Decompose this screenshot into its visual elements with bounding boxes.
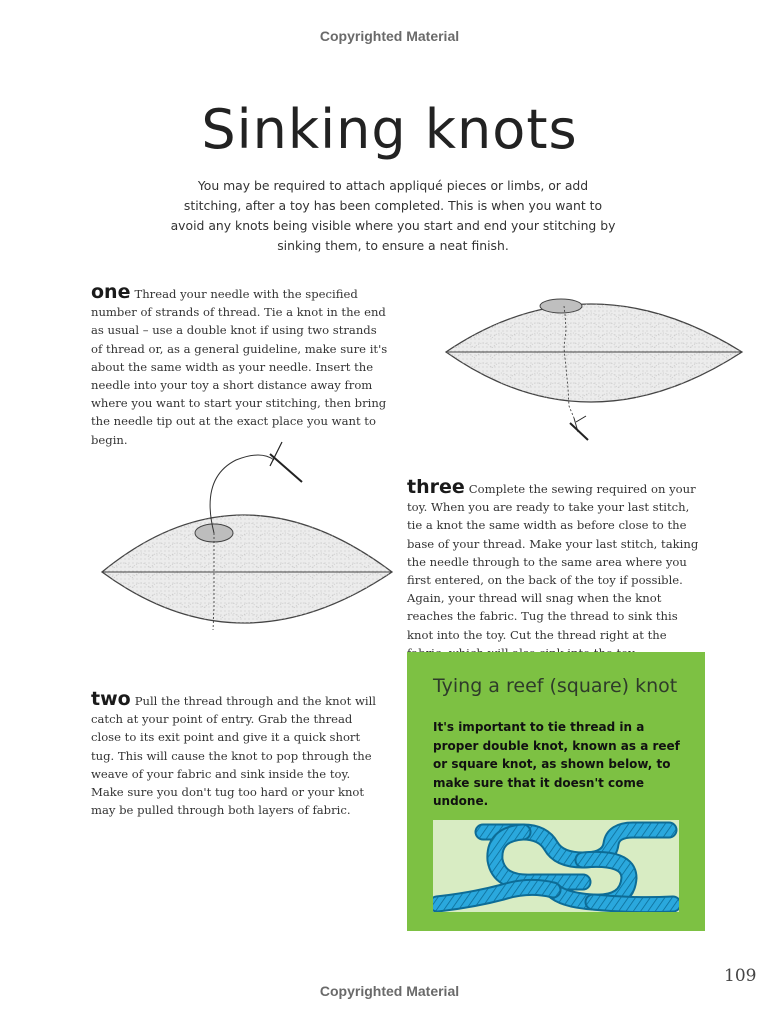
step-three-label: three — [407, 476, 465, 498]
knot-illustration — [433, 820, 679, 912]
sidebar-title: Tying a reef (square) knot — [433, 675, 678, 697]
step-three-text: Complete the sewing required on your toy. When you are ready to take your last stitch, tie a knot the same width as before close to the base of your thread. Make your last stitch, taking the needle through to the same area where you first entered, on the back of the toy if possible. Again, your thread will snag when the knot reaches the fabric. Tug the thread to sink this knot into the toy. Cut the thread right at the — [407, 482, 699, 642]
toy-illustration-two — [96, 438, 402, 638]
intro-paragraph: You may be required to attach appliqué pieces or limbs, or add stitching, after a toy has been completed. This is when you want to avoid any knots being visible where you start and end your stitching by sinking them, to ensure a neat finish. — [170, 178, 616, 253]
step-two-label: two — [91, 688, 131, 710]
needle-icon — [570, 416, 588, 440]
page-title: Sinking knots — [201, 98, 578, 161]
step-three — [407, 478, 707, 662]
step-two — [91, 690, 385, 819]
sidebar-text: It's important to tie thread in a proper double knot, known as a reef or square knot, as shown below, to make sure that it doesn't come undone. — [433, 720, 680, 808]
watermark-top: Copyrighted Material — [319, 28, 460, 44]
needle-icon — [270, 442, 302, 482]
step-one-label: one — [91, 281, 131, 303]
step-two-text: Pull the thread through and the knot will catch at your point of entry. Grab the thread close to its exit point and give it a quick short tug. This will cause the knot to pop through the weave of your fabric and sink inside the toy. Make sure you don't tug too hard or your knot may be pulled through both layers of fabric. — [91, 694, 377, 818]
step-one-text: Thread your needle with the specified number of strands of thread. Tie a knot in the end as usual – use a double knot if using two strands of thread or, as a general guideline, make sure it's about the same width as your needle. Insert the needle into your toy a short distance away from where you want to start your stitching, then bring the needle tip out at the exact place you want to begin. — [91, 287, 388, 447]
toy-illustration-one — [438, 278, 750, 453]
page-number: 109 — [724, 966, 757, 986]
step-one — [91, 283, 391, 449]
watermark-bottom: Copyrighted Material — [319, 983, 460, 999]
